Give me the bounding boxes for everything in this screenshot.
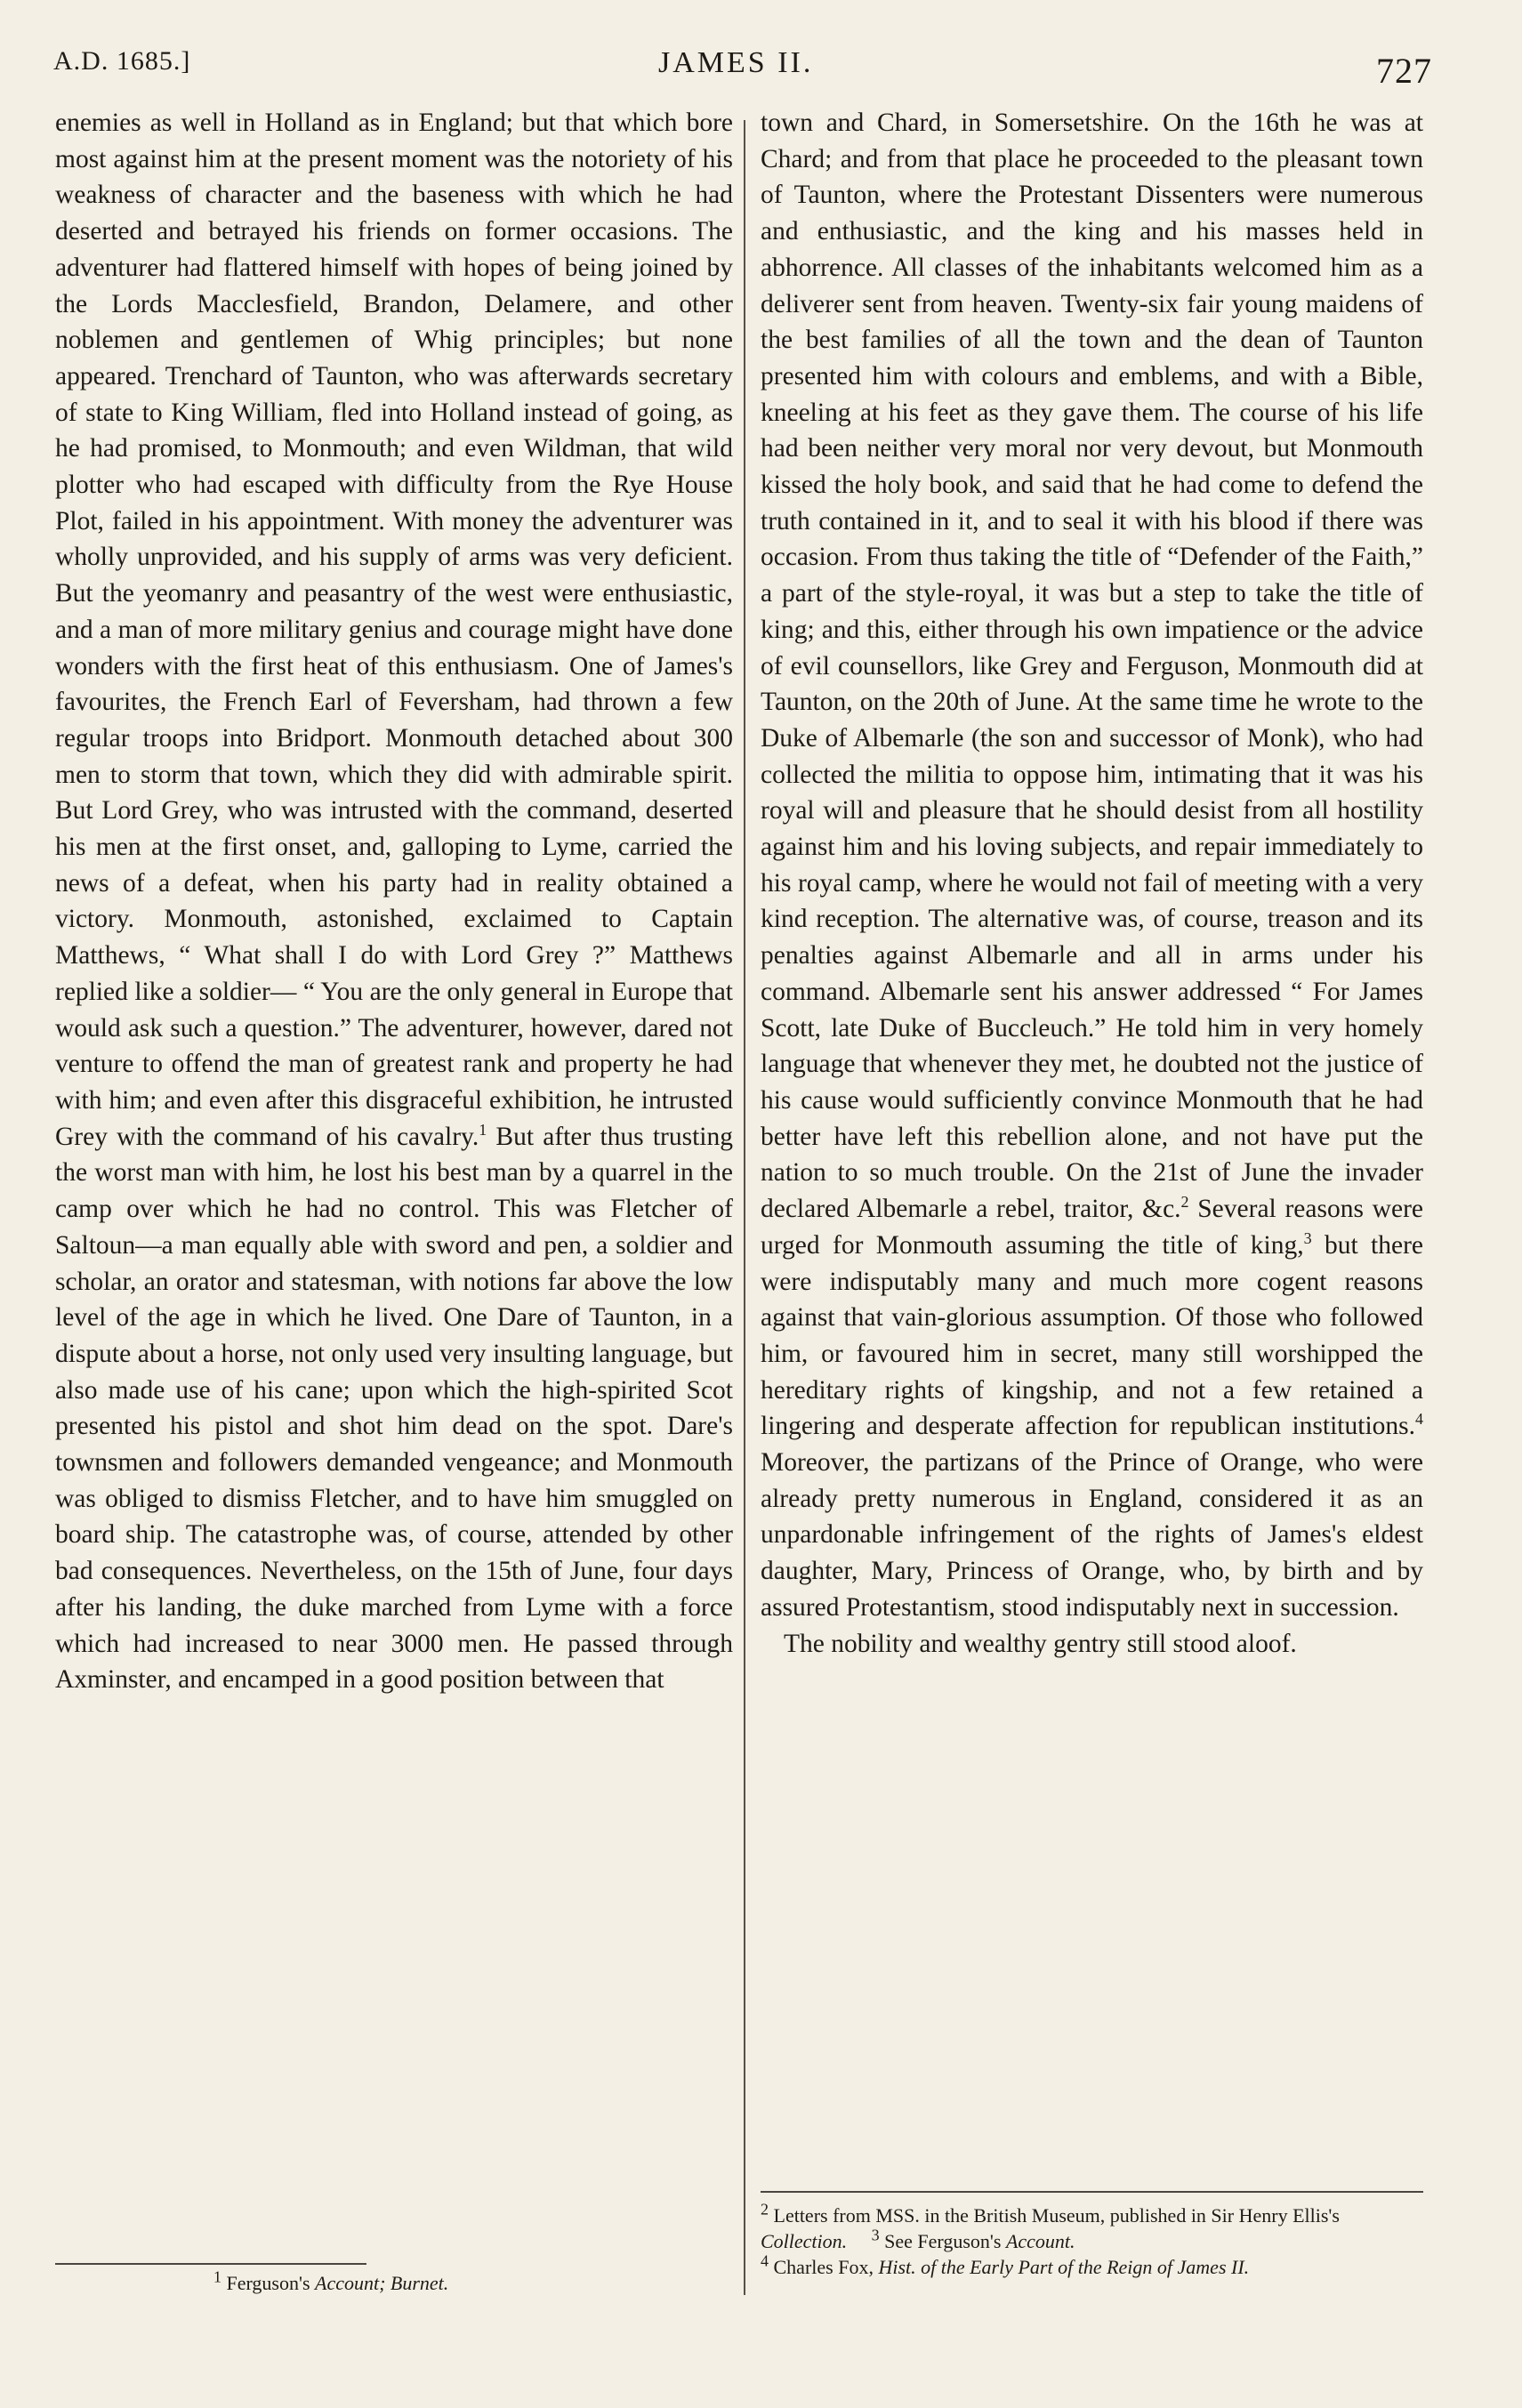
right-text-c: but there were indisputably many and much more cogent reasons against that vain-glorious assumption. Of those who followed him, or favoured him in secret, many still worshipped the hereditary rights of kingship, and not a few retained a lingering and desperate affection for republican institutions. xyxy=(761,1230,1423,1441)
footnote-4 xyxy=(761,2251,1423,2280)
left-column xyxy=(55,105,733,1698)
footnote-2-italic: Collection. xyxy=(761,2230,848,2252)
footnote-1-number: 1 xyxy=(213,2267,221,2286)
footnote-ref-2: 2 xyxy=(1180,1193,1189,1212)
left-paragraph-1 xyxy=(55,105,733,1698)
footnote-4-text: Charles Fox, xyxy=(773,2256,879,2278)
footnote-3-number: 3 xyxy=(871,2226,880,2244)
footnote-ref-4: 4 xyxy=(1415,1410,1423,1429)
footnote-4-number: 4 xyxy=(761,2251,769,2270)
footnotes-left xyxy=(213,2267,712,2297)
footnote-ref-3: 3 xyxy=(1303,1228,1312,1247)
right-text-a: town and Chard, in Somersetshire. On the 16th he was at Chard; and from that place he proceeded to the pleasant town of Taunton, where the Protestant Dissenters were numerous and enthusiastic, and the king and his masses held in abhorrence. All classes of the inhabitants welcomed him as a deliverer sent from heaven. Twenty-six fair young maidens of the best families of all the town and the dean of Taunton presented him with colours and emblems, and with a Bible, kneeling at his feet as they gave them. The course of his life had been neither very moral nor very devout, but Monmouth kissed the holy book, and said that he had come to defend the truth contained in it, and to seal it with his blood if there was occasion. From thus taking the title of “Defender of the Faith,” a part of the style-royal, it was but a step to take the title of king; and this, either through his own impatience or the advice of evil counsellors, like Grey and Ferguson, Monmouth did at Taunton, on the 20th of June. At the same time he wrote to the Duke of Albemarle (the son and successor of Monk), who had collected the militia to oppose him, intimating that it was his royal will and pleasure that he should desist from all hostility against him and his loving subjects, and repair immediately to his royal camp, where he would not fail of meeting with a very kind reception. The alternative was, of course, treason and its penalties against Albemarle and all in arms under his command. Albemarle sent his answer addressed “ For James Scott, late Duke of Buccleuch.” He told him in very homely language that whenever they met, he doubted not the justice of his cause would sufficiently convince Monmouth that he had better have left this rebellion alone, and not have put the nation to so much trouble. On the 21st of June the invader declared Albemarle a rebel, traitor, &c. xyxy=(761,109,1423,1224)
right-paragraph-2: The nobility and wealthy gentry still stood aloof. xyxy=(784,1629,1297,1658)
right-paragraph-1 xyxy=(761,105,1423,1626)
footnote-3-text: See Ferguson's xyxy=(884,2230,1006,2252)
footnote-rule-left xyxy=(55,2263,366,2265)
left-text-a: enemies as well in Holland as in England; but that which bore most against him at the present moment was the notoriety of his weakness of character and the baseness with which he had deserted and betrayed his friends on former occasions. The adventurer had flattered himself with hopes of being joined by the Lords Macclesfield, Brandon, Delamere, and other noblemen and gentlemen of Whig principles; but none appeared. Trenchard of Taunton, who was afterwards secretary of state to King William, fled into Holland instead of going, as he had promised, to Monmouth; and even Wildman, that wild plotter who had escaped with difficulty from the Rye House Plot, failed in his appointment. With money the adventurer was wholly unprovided, and his supply of arms was very deficient. But the yeomanry and peasantry of the west were enthusiastic, and a man of more military genius and courage might have done wonders with the first heat of this enthusiasm. One of James's favourites, the French Earl of Feversham, had thrown a few regular troops into Bridport. Monmouth detached about 300 men to storm that town, which they did with admirable spirit. But Lord Grey, who was intrusted with the command, deserted his men at the first onset, and, galloping to Lyme, carried the news of a defeat, when his party had in reality obtained a victory. Monmouth, astonished, exclaimed to Captain Matthews, “ What shall I do with Lord Grey ?” Matthews replied like a soldier— “ You are the only general in Europe that would ask such a question.” The adventurer, however, dared not venture to offend the man of greatest rank and property he had with him; and even after this disgraceful exhibition, he intrusted Grey with the command of his cavalry. xyxy=(55,109,733,1151)
right-text-b: Several reasons were urged for Monmouth assuming the title of king, xyxy=(761,1195,1423,1260)
footnote-4-italic: Hist. of the Early Part of the Reign of James II. xyxy=(878,2256,1250,2278)
left-text-b: But after thus trusting the worst man with him, he lost his best man by a quarrel in the camp over which he had no control. This was Fletcher of Saltoun—a man equally able with sword and pen, a soldier and scholar, an orator and statesman, with notions far above the low level of the age in which he lived. One Dare of Taunton, in a dispute about a horse, not only used very insulting language, but also made use of his cane; upon which the high-spirited Scot presented his pistol and shot him dead on the spot. Dare's townsmen and followers demanded vengeance; and Monmouth was obliged to dismiss Fletcher, and to have him smuggled on board ship. The catastrophe was, of course, attended by other bad consequences. Nevertheless, on the 15th of June, four days after his landing, the duke marched from Lyme with a force which had increased to near 3000 men. He passed through Axminster, and encamped in a good position between that xyxy=(55,1122,733,1695)
footnote-3-italic: Account. xyxy=(1005,2230,1075,2252)
footnote-1 xyxy=(213,2267,712,2297)
header-date: A.D. 1685.] xyxy=(53,46,191,76)
page-number: 727 xyxy=(1376,51,1432,91)
footnote-rule-right xyxy=(761,2191,1423,2193)
footnote-2 xyxy=(761,2200,1423,2254)
right-column xyxy=(761,105,1423,1662)
footnotes-right xyxy=(761,2200,1423,2280)
footnote-2-text: Letters from MSS. in the British Museum, published in Sir Henry Ellis's xyxy=(773,2204,1340,2227)
footnote-1-italic: Account; Burnet. xyxy=(315,2272,449,2294)
running-header xyxy=(53,37,1432,91)
column-divider xyxy=(744,120,745,2295)
right-text-d: Moreover, the partizans of the Prince of Orange, who were already pretty numerous in England, considered it as an unpardonable infringement of the rights of James's eldest daughter, Mary, Princess of Orange, who, by birth and by assured Protestantism, stood indisputably next in succession. xyxy=(761,1448,1423,1622)
footnote-ref-1: 1 xyxy=(479,1120,487,1139)
header-title: JAMES II. xyxy=(658,46,814,79)
footnote-2-number: 2 xyxy=(761,2200,769,2219)
footnote-1-text: Ferguson's xyxy=(226,2272,316,2294)
